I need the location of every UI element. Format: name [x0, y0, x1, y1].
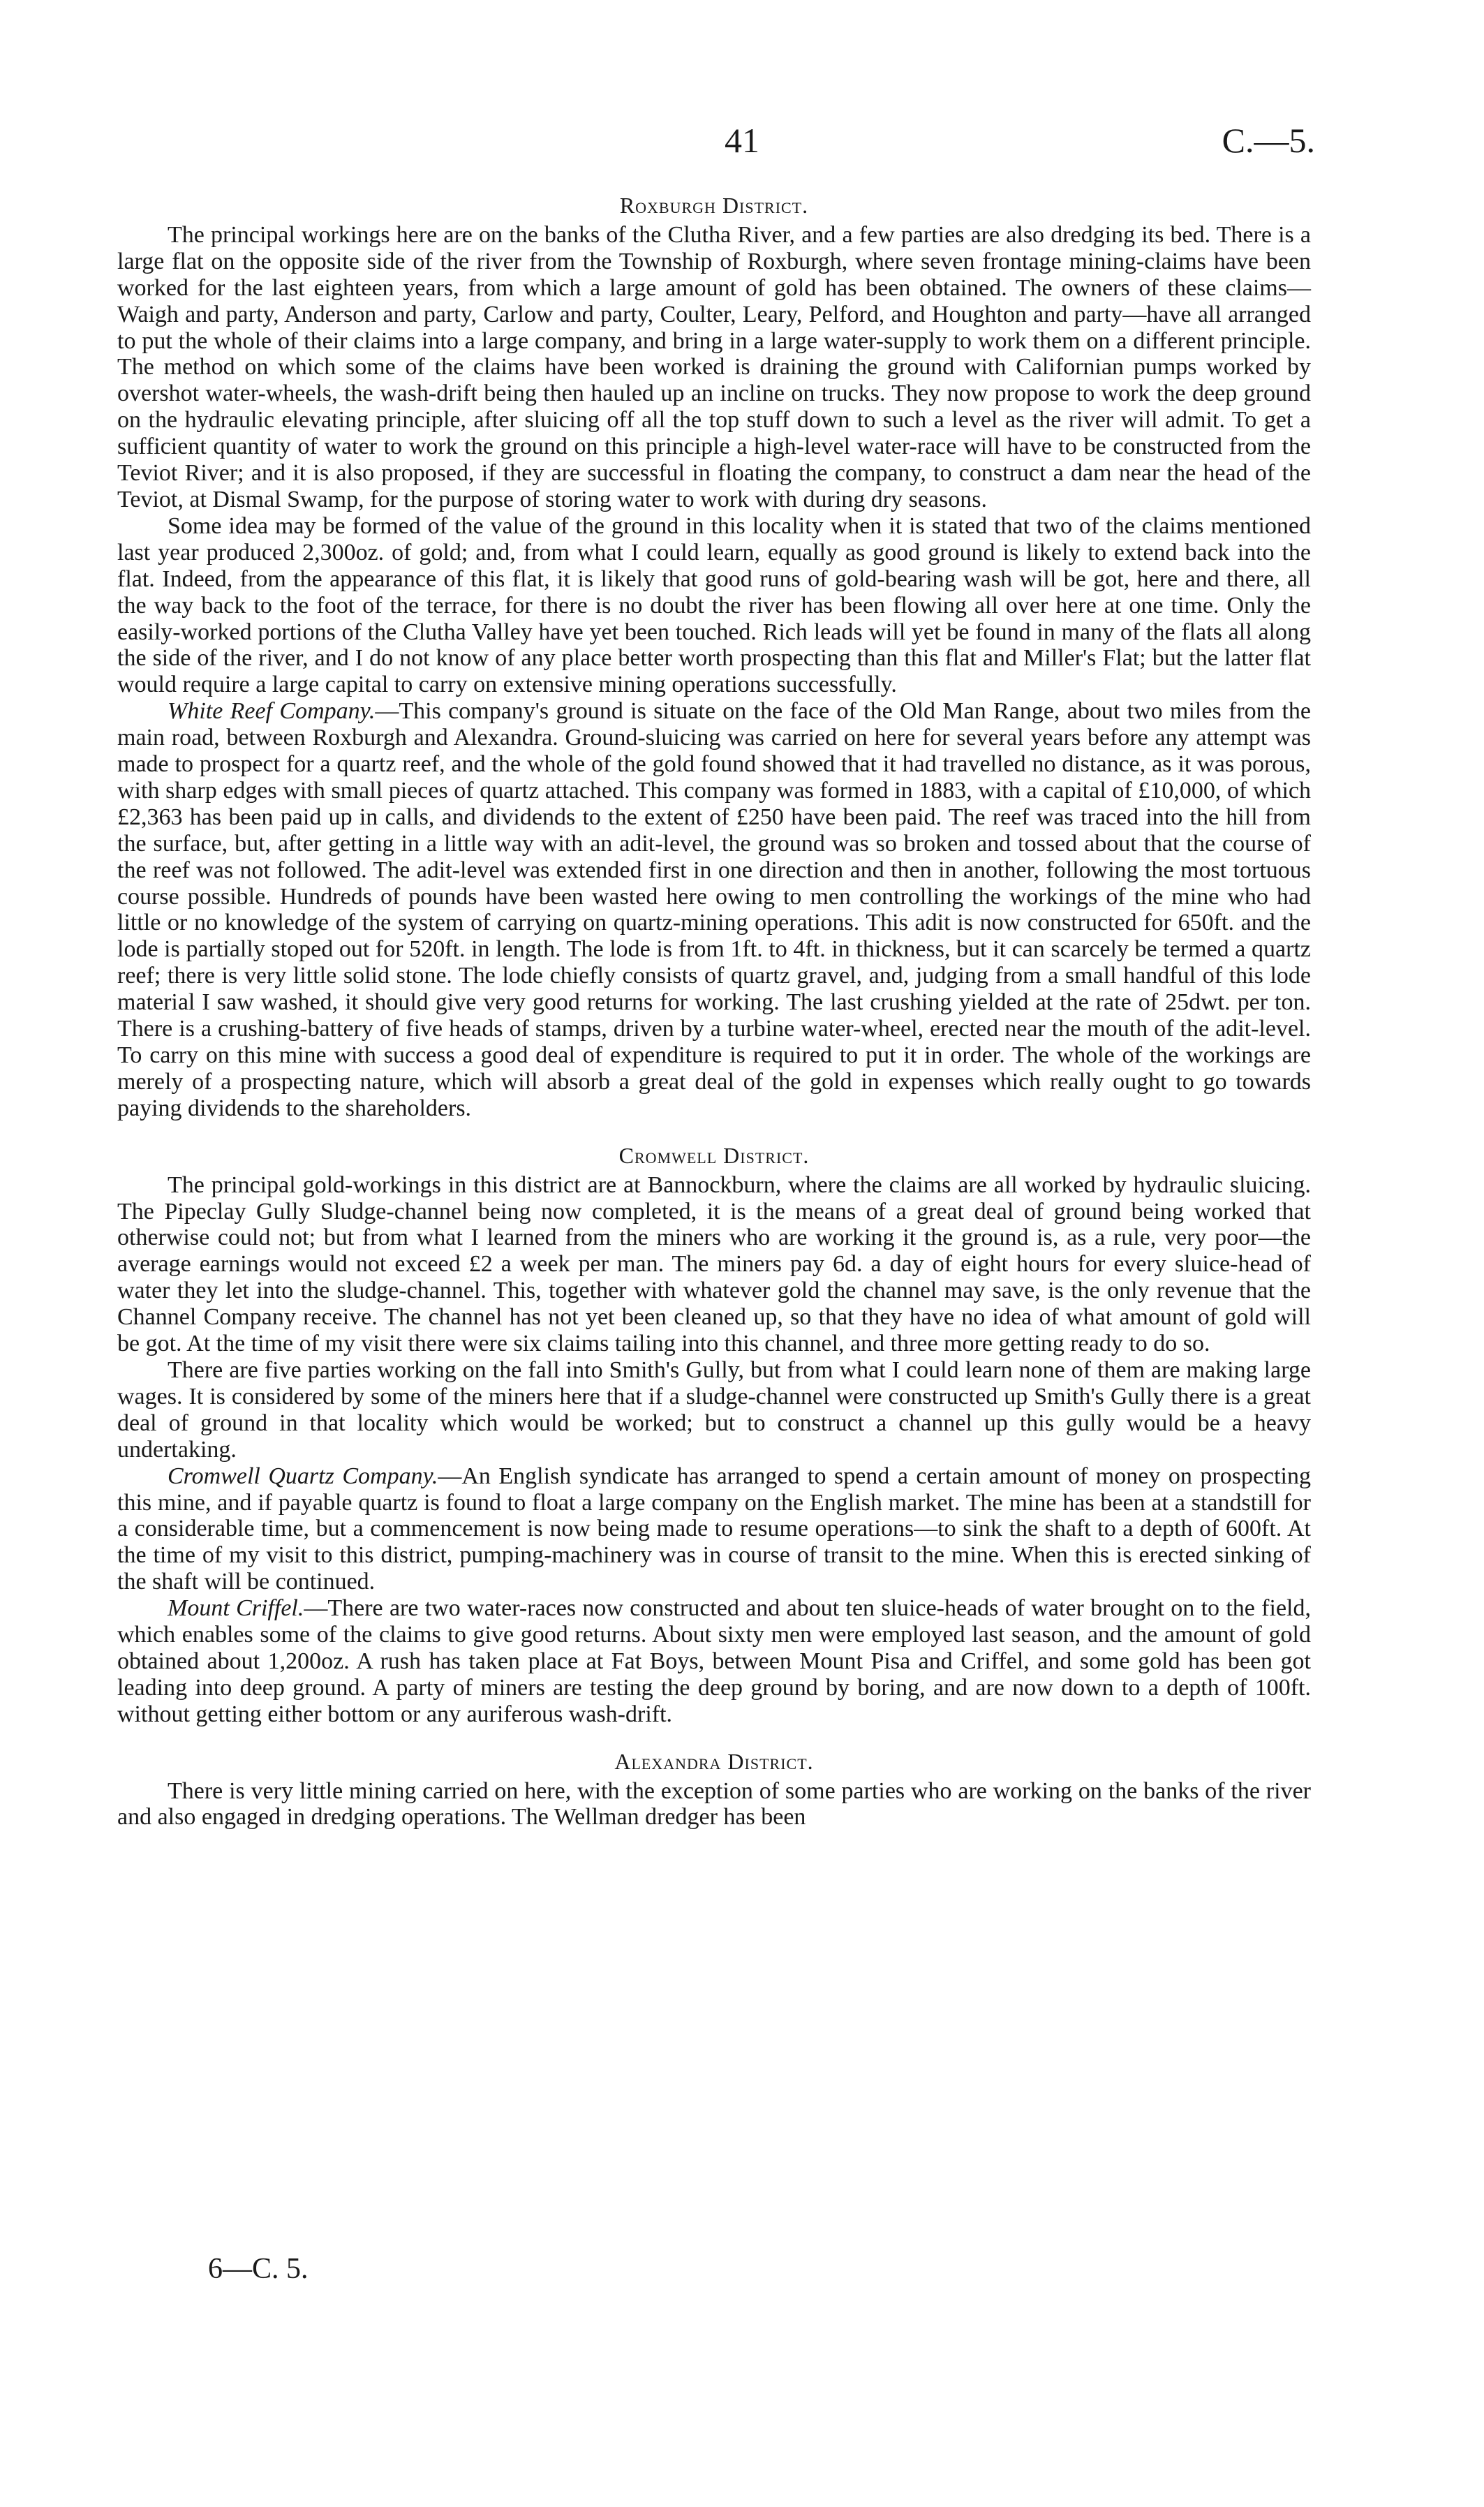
paragraph	[117, 1357, 1311, 1463]
page-body	[117, 193, 1311, 1831]
paragraph	[117, 1463, 1311, 1596]
series-reference: C.—5.	[1222, 121, 1315, 160]
paragraph-lead-title: Cromwell Quartz Company.	[168, 1463, 438, 1489]
paragraph	[117, 1778, 1311, 1831]
paragraph	[117, 513, 1311, 698]
paragraph-lead-title: Mount Criffel.	[168, 1595, 304, 1622]
section-gap	[117, 1728, 1311, 1749]
paragraph-text: —There are two water-races now constructed and about ten sluice-heads of water brought on to the field, which enables some of the claims to give good returns. About sixty men were employed last season, and the amount of gold obtained about 1,200oz. A rush has taken place at Fat Boys, between Mount Pisa and Criffel, and some gold has been got leading into deep ground. A party of miners are testing the deep ground by boring, and are now down to a depth of 100ft. without getting either bottom or any auriferous wash-drift.	[117, 1595, 1311, 1727]
paragraph	[117, 698, 1311, 1122]
section-heading-alexandra: Alexandra District.	[614, 1748, 814, 1774]
paragraph-text: There are five parties working on the fall into Smith's Gully, but from what I could learn none of them are making large wages. It is considered by some of the miners here that if a sludge-channel were constructed up Smith's Gully there is a great deal of ground in that locality which would be worked; but to construct a channel up this gully would be a heavy undertaking.	[117, 1356, 1311, 1463]
page-number: 41	[725, 121, 759, 160]
paragraph-text: —An English syndicate has arranged to spend a certain amount of money on prospecting this mine, and if payable quartz is found to float a large company on the English market. The mine has been at a standstill for a considerable time, but a commencement is now being made to resume operations—to sink the shaft to a depth of 600ft. At the time of my visit to this district, pumping-machinery was in course of transit to the mine. When this is erected sinking of the shaft will be continued.	[117, 1463, 1311, 1595]
section-gap	[117, 1122, 1311, 1143]
paragraph	[117, 1172, 1311, 1357]
paragraph	[117, 1595, 1311, 1728]
signature-reference: 6—C. 5.	[208, 2253, 309, 2285]
section-heading-cromwell: Cromwell District.	[618, 1142, 810, 1168]
paragraph-text: There is very little mining carried on here, with the exception of some parties who are working on the banks of the river and also engaged in dredging operations. The Wellman dredger has been	[117, 1777, 1311, 1831]
paragraph	[117, 222, 1311, 513]
paragraph-text: Some idea may be formed of the value of the ground in this locality when it is stated that two of the claims mentioned last year produced 2,300oz. of gold; and, from what I could learn, equally as good ground is likely to extend back into the flat. Indeed, from the appearance of this flat, it is likely that good runs of gold-bearing wash will be got, here and there, all the way back to the foot of the terrace, for there is no doubt the river has been flowing all over here at one time. Only the easily-worked portions of the Clutha Valley have yet been touched. Rich leads will yet be found in many of the flats all along the side of the river, and I do not know of any place better worth prospecting than this flat and Miller's Flat; but the latter flat would require a large capital to carry on extensive mining operations successfully.	[117, 512, 1311, 698]
paragraph-text: The principal gold-workings in this district are at Bannockburn, where the claims are all worked by hydraulic sluicing. The Pipeclay Gully Sludge-channel being now completed, it is the means of a great deal of ground being worked that otherwise could not; but from what I learned from the miners who are working it the ground is, as a rule, very poor—the average earnings would not exceed £2 a week per man. The miners pay 6d. a day of eight hours for every sluice-head of water they let into the sludge-channel. This, together with whatever gold the channel may save, is the only revenue that the Channel Company receive. The channel has not yet been cleaned up, so that they have no idea of what amount of gold will be got. At the time of my visit there were six claims tailing into this channel, and three more getting ready to do so.	[117, 1171, 1311, 1357]
paragraph-text: The principal workings here are on the banks of the Clutha River, and a few parties are also dredging its bed. There is a large flat on the opposite side of the river from the Township of Roxburgh, where seven frontage mining-claims have been worked for the last eighteen years, from which a large amount of gold has been obtained. The owners of these claims—Waigh and party, Anderson and party, Carlow and party, Coulter, Leary, Pelford, and Houghton and party—have all arranged to put the whole of their claims into a large company, and bring in a large water-supply to work them on a different principle. The method on which some of the claims have been worked is draining the ground with Californian pumps worked by overshot water-wheels, the wash-drift being then hauled up an incline on trucks. They now propose to work the deep ground on the hydraulic elevating principle, after sluicing off all the top stuff down to such a level as the river will admit. To get a sufficient quantity of water to work the ground on this principle a high-level water-race will have to be constructed from the Teviot River; and it is also proposed, if they are successful in floating the company, to construct a dam near the head of the Teviot, at Dismal Swamp, for the purpose of storing water to work with during dry seasons.	[117, 221, 1311, 512]
paragraph-lead-title: White Reef Company.	[168, 698, 376, 725]
paragraph-text: —This company's ground is situate on the face of the Old Man Range, about two miles from the main road, between Roxburgh and Alexandra. Ground-sluicing was carried on here for several years before any attempt was made to prospect for a quartz reef, and the whole of the gold found showed that it had travelled no distance, as it was porous, with sharp edges with small pieces of quartz attached. This company was formed in 1883, with a capital of £10,000, of which £2,363 has been paid up in calls, and dividends to the extent of £250 have been paid. The reef was traced into the hill from the surface, but, after getting in a little way with an adit-level, the ground was so broken and tossed about that the course of the reef was not followed. The adit-level was extended first in one direction and then in another, following the most tortuous course possible. Hundreds of pounds have been wasted here owing to men controlling the workings of the mine who had little or no knowledge of the system of carrying on quartz-mining operations. This adit is now constructed for 650ft. and the lode is partially stoped out for 520ft. in length. The lode is from 1ft. to 4ft. in thickness, but it can scarcely be termed a quartz reef; there is very little solid stone. The lode chiefly consists of quartz gravel, and, judging from a small handful of this lode material I saw washed, it should give very good returns for working. The last crushing yielded at the rate of 25dwt. per ton. There is a crushing-battery of five heads of stamps, driven by a turbine water-wheel, erected near the mouth of the adit-level. To carry on this mine with success a good deal of expenditure is required to put it in order. The whole of the workings are merely of a prospecting nature, which will absorb a great deal of the gold in expenses which really ought to go towards paying dividends to the shareholders.	[117, 698, 1311, 1121]
section-heading-roxburgh: Roxburgh District.	[619, 193, 809, 218]
